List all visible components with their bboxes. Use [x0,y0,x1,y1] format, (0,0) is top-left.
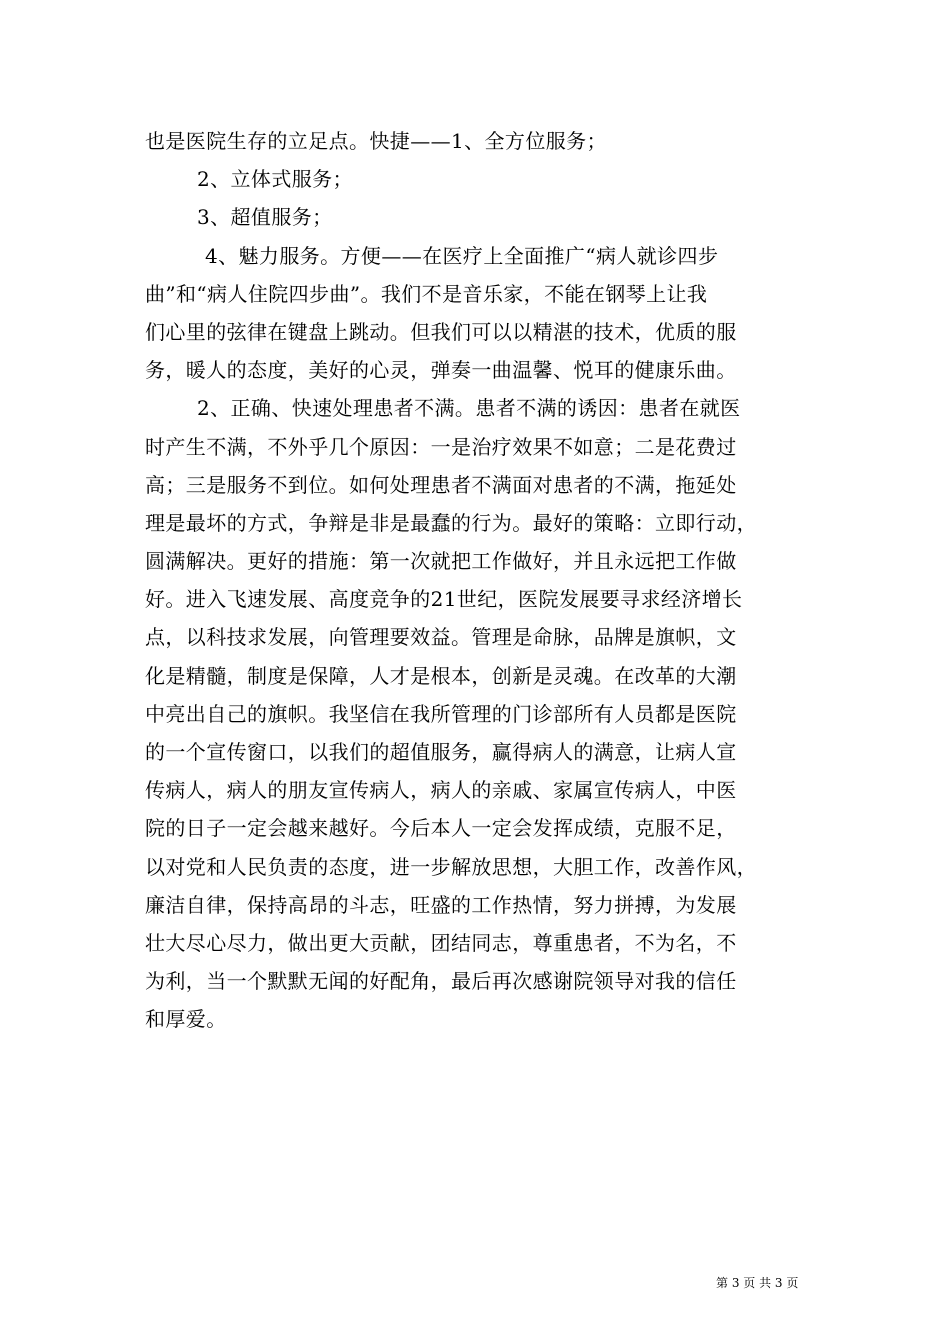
text-line: 时产生不满，不外乎几个原因：一是治疗效果不如意；二是花费过 [145,434,737,459]
text-line: 好。进入飞速发展、高度竞争的21世纪，医院发展要寻求经济增长 [145,587,743,612]
document-body [145,122,815,1039]
text-line: 也是医院生存的立足点。快捷——1、全方位服务； [145,129,607,153]
text-line: 廉洁自律，保持高昂的斗志，旺盛的工作热情，努力拼搏，为发展 [145,892,737,917]
text-line: 和厚爱。 [145,1007,227,1032]
text-line: 3、超值服务； [197,205,333,230]
text-line: 曲”和“病人住院四步曲”。我们不是音乐家，不能在钢琴上让我 [145,281,708,306]
page-number: 第 3 页 共 3 页 [716,1276,799,1290]
text-line: 圆满解决。更好的措施：第一次就把工作做好，并且永远把工作做 [145,549,737,574]
text-line: 点，以科技求发展，向管理要效益。管理是命脉，品牌是旗帜，文 [145,625,737,650]
text-line: 院的日子一定会越来越好。今后本人一定会发挥成绩，克服不足， [145,816,737,841]
text-line: 化是精髓，制度是保障，人才是根本，创新是灵魂。在改革的大潮 [145,663,737,688]
text-line: 为利，当一个默默无闻的好配角，最后再次感谢院领导对我的信任 [145,969,737,994]
text-line: 以对党和人民负责的态度，进一步解放思想，大胆工作，改善作风， [145,854,757,879]
text-line: 理是最坏的方式，争辩是非是最蠢的行为。最好的策略：立即行动， [145,510,757,535]
text-line: 传病人，病人的朋友宣传病人，病人的亲戚、家属宣传病人，中医 [145,778,737,803]
text-line: 4、魅力服务。方便——在医疗上全面推广“病人就诊四步 [205,243,719,268]
text-line: 壮大尽心尽力，做出更大贡献，团结同志，尊重患者，不为名，不 [145,930,737,955]
text-line: 2、正确、快速处理患者不满。患者不满的诱因：患者在就医 [197,396,741,421]
text-line: 的一个宣传窗口，以我们的超值服务，赢得病人的满意，让病人宣 [145,740,737,764]
text-line: 2、立体式服务； [197,167,353,192]
text-line: 们心里的弦律在键盘上跳动。但我们可以以精湛的技术，优质的服 [145,319,737,344]
text-line: 中亮出自己的旗帜。我坚信在我所管理的门诊部所有人员都是医院 [145,701,737,726]
text-line: 高；三是服务不到位。如何处理患者不满面对患者的不满，拖延处 [145,472,737,497]
text-line: 务，暖人的态度，美好的心灵，弹奏一曲温馨、悦耳的健康乐曲。 [145,358,737,383]
